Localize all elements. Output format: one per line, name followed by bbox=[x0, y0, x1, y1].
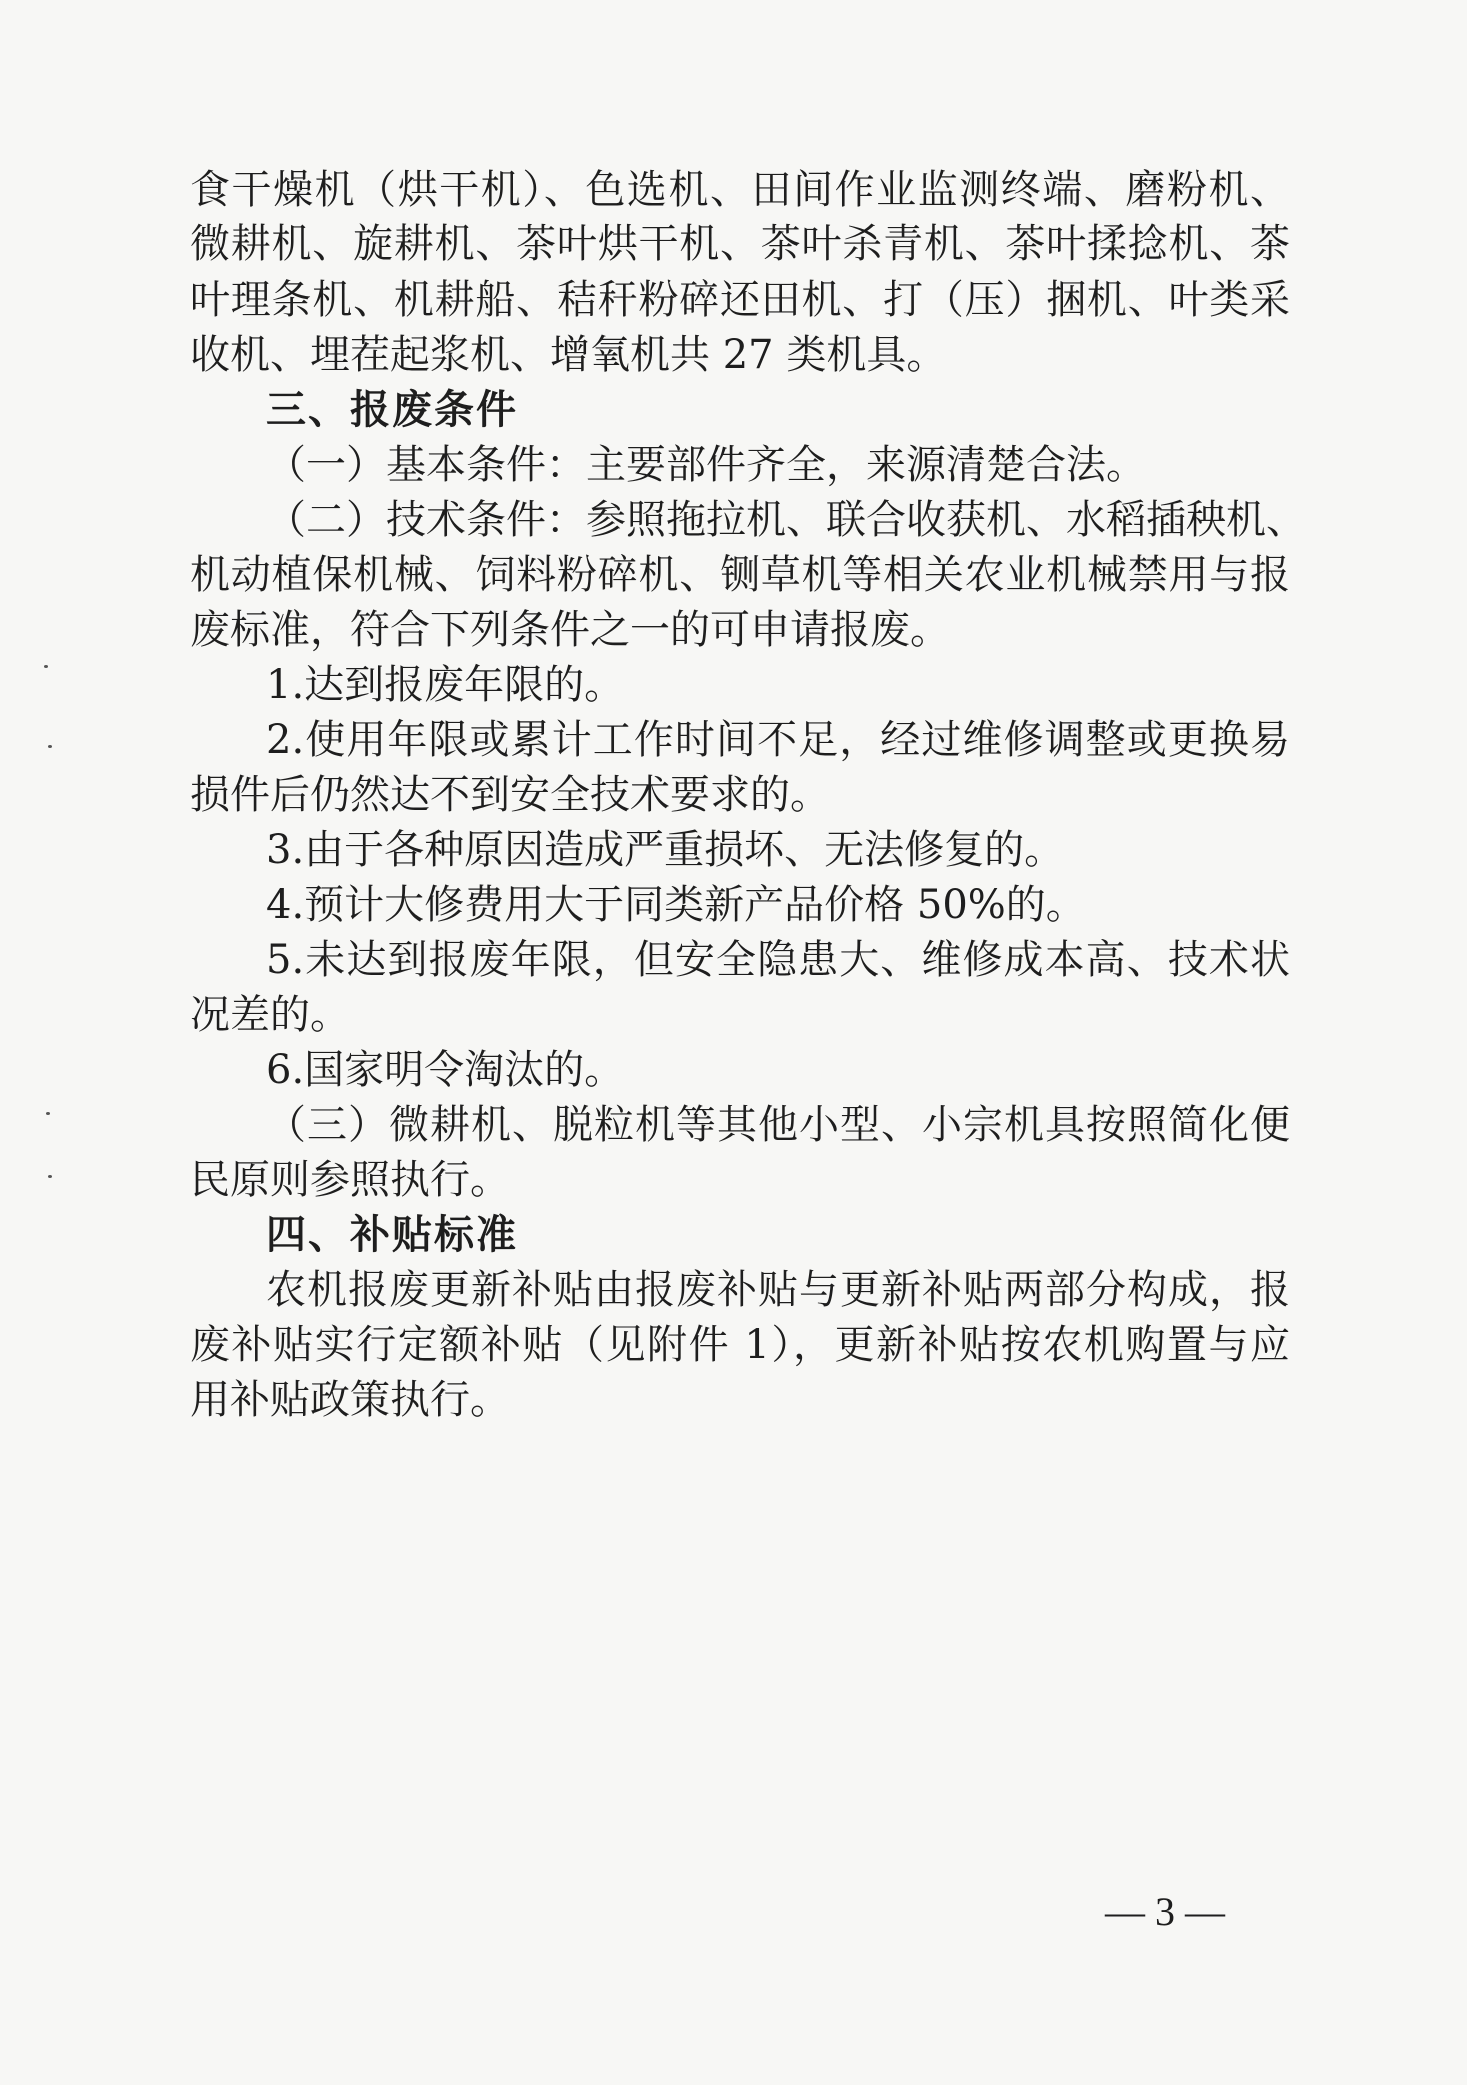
body-line: 收机、埋茬起浆机、增氧机共 27 类机具。 bbox=[190, 332, 947, 378]
condition-2: 损件后仍然达不到安全技术要求的。 bbox=[190, 772, 830, 818]
condition-3: 3.由于各种原因造成严重损坏、无法修复的。 bbox=[266, 827, 1065, 873]
section-heading-4: 四、补贴标准 bbox=[266, 1212, 518, 1258]
condition-4: 4.预计大修费用大于同类新产品价格 50%的。 bbox=[266, 882, 1086, 928]
scan-speck bbox=[44, 665, 48, 668]
body-line: 微耕机、旋耕机、茶叶烘干机、茶叶杀青机、茶叶揉捻机、茶 bbox=[190, 221, 1290, 267]
item-small-machines: （三）微耕机、脱粒机等其他小型、小宗机具按照简化便 bbox=[266, 1102, 1290, 1148]
item-technical-conditions: 机动植保机械、饲料粉碎机、铡草机等相关农业机械禁用与报 bbox=[190, 552, 1290, 598]
condition-6: 6.国家明令淘汰的。 bbox=[266, 1047, 625, 1093]
section-heading-3: 三、报废条件 bbox=[266, 387, 518, 433]
scan-speck bbox=[48, 1175, 52, 1178]
item-basic-conditions: （一）基本条件：主要部件齐全，来源清楚合法。 bbox=[266, 442, 1146, 488]
scan-speck bbox=[48, 745, 52, 748]
item-technical-conditions: 废标准，符合下列条件之一的可申请报废。 bbox=[190, 607, 950, 653]
scan-speck bbox=[46, 1112, 50, 1115]
body-line: 叶理条机、机耕船、秸秆粉碎还田机、打（压）捆机、叶类采 bbox=[190, 277, 1290, 323]
item-small-machines: 民原则参照执行。 bbox=[190, 1157, 510, 1203]
item-technical-conditions: （二）技术条件：参照拖拉机、联合收获机、水稻插秧机、 bbox=[266, 497, 1306, 543]
subsidy-paragraph: 废补贴实行定额补贴（见附件 1），更新补贴按农机购置与应 bbox=[190, 1322, 1290, 1368]
condition-5: 况差的。 bbox=[190, 992, 350, 1038]
subsidy-paragraph: 农机报废更新补贴由报废补贴与更新补贴两部分构成，报 bbox=[266, 1267, 1290, 1313]
condition-5: 5.未达到报废年限，但安全隐患大、维修成本高、技术状 bbox=[266, 937, 1290, 983]
condition-2: 2.使用年限或累计工作时间不足，经过维修调整或更换易 bbox=[266, 717, 1290, 763]
body-line: 食干燥机（烘干机）、色选机、田间作业监测终端、磨粉机、 bbox=[190, 167, 1290, 213]
page-number: — 3 — bbox=[1105, 1889, 1225, 1934]
subsidy-paragraph: 用补贴政策执行。 bbox=[190, 1377, 510, 1423]
condition-1: 1.达到报废年限的。 bbox=[266, 662, 625, 708]
